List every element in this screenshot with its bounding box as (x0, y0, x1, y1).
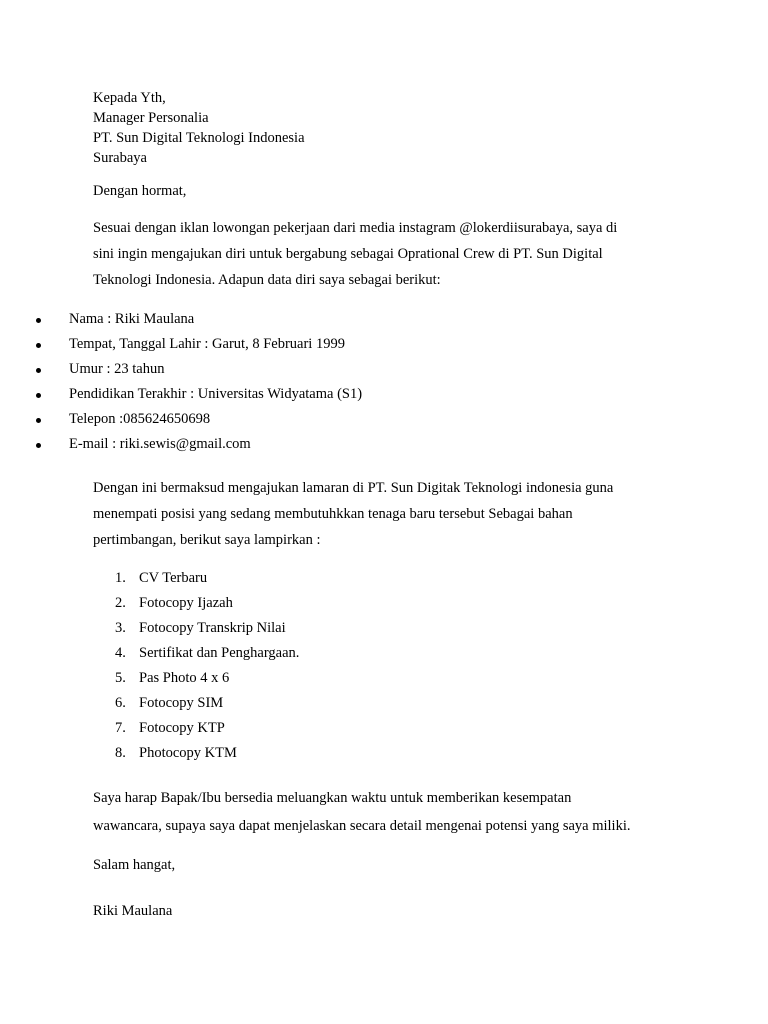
personal-data-list (0, 307, 362, 457)
greeting: Dengan hormat, (93, 183, 187, 199)
list-item-text: Umur : 23 tahun (69, 361, 165, 377)
paragraph-line: sini ingin mengajukan diri untuk bergabung sebagai Oprational Crew di PT. Sun Digital (93, 246, 603, 262)
list-item-text: CV Terbaru (139, 570, 208, 586)
list-number: 3. (115, 620, 126, 636)
salutation: Salam hangat, (93, 857, 176, 873)
recipient-line: Surabaya (93, 150, 147, 166)
list-item-text: Telepon :085624650698 (69, 411, 211, 427)
list-item-text: Fotocopy Transkrip Nilai (139, 620, 286, 636)
list-item (0, 357, 362, 382)
list-item-text: Pas Photo 4 x 6 (139, 670, 230, 686)
paragraph-line: Sesuai dengan iklan lowongan pekerjaan dari media instagram @lokerdiisurabaya, saya di (93, 220, 618, 236)
paragraph-line: Teknologi Indonesia. Adapun data diri saya sebagai berikut: (93, 272, 441, 288)
list-item-text: Fotocopy KTP (139, 720, 225, 736)
list-number: 2. (115, 595, 126, 611)
bullet-icon (36, 393, 41, 398)
bullet-icon (36, 318, 41, 323)
list-number: 1. (115, 570, 126, 586)
list-number: 8. (115, 745, 126, 761)
list-item (0, 332, 362, 357)
list-item (0, 307, 362, 332)
paragraph-line: Saya harap Bapak/Ibu bersedia meluangkan waktu untuk memberikan kesempatan (93, 790, 572, 806)
closing-paragraph (93, 784, 693, 840)
signature-name: Riki Maulana (93, 903, 173, 919)
list-number: 7. (115, 720, 126, 736)
list-item (0, 432, 362, 457)
recipient-line: Manager Personalia (93, 110, 209, 126)
bullet-icon (36, 343, 41, 348)
paragraph-line: wawancara, supaya saya dapat menjelaskan secara detail mengenai potensi yang saya miliki. (93, 818, 631, 834)
bullet-icon (36, 443, 41, 448)
list-item (0, 407, 362, 432)
list-item-text: E-mail : riki.sewis@gmail.com (69, 436, 251, 452)
list-item-text: Fotocopy Ijazah (139, 595, 233, 611)
paragraph-line: menempati posisi yang sedang membutuhkkan tenaga baru tersebut Sebagai bahan (93, 506, 573, 522)
list-number: 4. (115, 645, 126, 661)
list-item (0, 382, 362, 407)
recipient-address (93, 88, 693, 168)
recipient-line: Kepada Yth, (93, 90, 166, 106)
paragraph-line: pertimbangan, berikut saya lampirkan : (93, 532, 321, 548)
list-number: 5. (115, 670, 126, 686)
bullet-icon (36, 368, 41, 373)
list-item-text: Nama : Riki Maulana (69, 311, 195, 327)
list-number: 6. (115, 695, 126, 711)
list-item-text: Photocopy KTM (139, 745, 237, 761)
list-item-text: Pendidikan Terakhir : Universitas Widyatama (S1) (69, 386, 363, 402)
list-item-text: Tempat, Tanggal Lahir : Garut, 8 Februari 1999 (69, 336, 345, 352)
bullet-icon (36, 418, 41, 423)
recipient-line: PT. Sun Digital Teknologi Indonesia (93, 130, 305, 146)
intro-paragraph (93, 215, 693, 293)
application-paragraph (93, 475, 693, 553)
list-item-text: Fotocopy SIM (139, 695, 224, 711)
list-item-text: Sertifikat dan Penghargaan. (139, 645, 300, 661)
paragraph-line: Dengan ini bermaksud mengajukan lamaran di PT. Sun Digitak Teknologi indonesia guna (93, 480, 614, 496)
